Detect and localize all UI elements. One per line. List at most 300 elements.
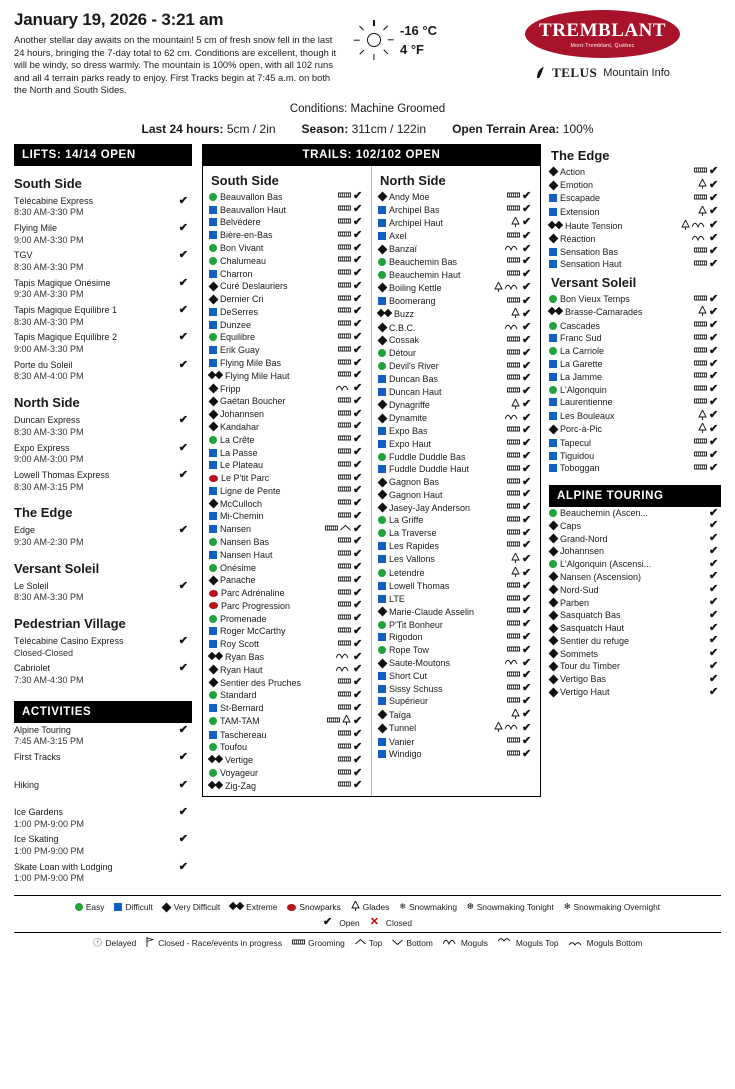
- blue-square-icon: [209, 512, 217, 520]
- table-row[interactable]: [378, 372, 534, 385]
- legend-label: Very Difficult: [173, 902, 221, 912]
- open-check-icon: ✔: [178, 524, 188, 537]
- trail-condition-icons: [338, 768, 353, 779]
- lift-row[interactable]: [14, 413, 192, 440]
- table-row[interactable]: [549, 673, 721, 686]
- trail-name: L'Algonquin: [560, 384, 607, 395]
- green-circle-icon: [378, 453, 386, 461]
- table-row[interactable]: [378, 191, 534, 204]
- lift-name: TGV 8:30 AM-3:30 PM: [14, 250, 84, 272]
- table-row[interactable]: [209, 574, 365, 587]
- table-row[interactable]: [209, 702, 365, 715]
- table-row[interactable]: [378, 514, 534, 527]
- lift-row[interactable]: [14, 276, 192, 303]
- trail-condition-icons: [694, 437, 709, 448]
- table-row[interactable]: [378, 501, 534, 514]
- table-row[interactable]: [549, 423, 721, 437]
- table-row[interactable]: [209, 663, 365, 676]
- table-row[interactable]: [549, 647, 721, 660]
- table-row[interactable]: [378, 618, 534, 631]
- trail-name: Porc-à-Pic: [560, 424, 603, 435]
- green-circle-icon: [378, 529, 386, 537]
- table-row[interactable]: [378, 657, 534, 670]
- table-row[interactable]: [209, 293, 365, 306]
- legend-item: [351, 901, 390, 913]
- blue-square-icon: [378, 375, 386, 383]
- grooming-icon: [338, 396, 351, 407]
- trail-name: Parben: [560, 597, 590, 608]
- table-row[interactable]: [209, 523, 365, 536]
- open-check-icon: ✔: [709, 165, 719, 178]
- table-row[interactable]: [209, 421, 365, 434]
- activity-row[interactable]: [14, 723, 192, 750]
- table-row[interactable]: [549, 571, 721, 584]
- trail-name: La Passe: [220, 447, 258, 458]
- table-row[interactable]: [378, 476, 534, 489]
- table-row[interactable]: [378, 463, 534, 476]
- green-circle-icon: [378, 362, 386, 370]
- table-row[interactable]: [378, 281, 534, 295]
- trail-name: Curé Deslauriers: [220, 281, 288, 292]
- trail-condition-icons: [338, 677, 353, 688]
- table-row[interactable]: [378, 437, 534, 450]
- trail-status: [709, 193, 721, 204]
- table-row[interactable]: [209, 344, 365, 357]
- table-row[interactable]: [378, 735, 534, 748]
- table-row[interactable]: [549, 205, 721, 219]
- table-row[interactable]: [549, 686, 721, 699]
- table-row[interactable]: [209, 446, 365, 459]
- trail-name: Gagnon Bas: [389, 477, 440, 488]
- trail-name: St-Bernard: [220, 703, 264, 714]
- table-row[interactable]: [209, 216, 365, 229]
- grooming-icon: [694, 346, 707, 357]
- double-black-diamond-icon: [378, 310, 391, 318]
- trail-condition-icons: [507, 256, 522, 267]
- trail-name: Fripp: [220, 383, 241, 394]
- trail-status: [709, 233, 721, 244]
- lift-group-title: Pedestrian Village: [14, 616, 126, 631]
- table-row[interactable]: [549, 462, 721, 475]
- trail-status: [522, 348, 534, 359]
- blue-square-icon: [378, 427, 386, 435]
- trail-status: [522, 282, 534, 293]
- open-check-icon: ✔: [522, 203, 532, 216]
- trail-name: Dynamite: [389, 413, 428, 424]
- side-groups: [549, 148, 721, 475]
- trail-condition-icons: [507, 489, 522, 500]
- table-row[interactable]: [549, 660, 721, 673]
- open-check-icon: ✔: [353, 458, 363, 471]
- lift-row[interactable]: [14, 661, 192, 688]
- activity-hours: 1:00 PM-9:00 PM: [14, 818, 85, 829]
- table-row[interactable]: [549, 436, 721, 449]
- activity-row[interactable]: [14, 860, 192, 887]
- table-row[interactable]: [549, 358, 721, 371]
- table-row[interactable]: [209, 203, 365, 216]
- trails-column: [202, 144, 721, 888]
- blue-square-icon: [378, 542, 386, 550]
- lift-name: Expo Express 9:00 AM-3:00 PM: [14, 442, 84, 465]
- open-check-icon: ✔: [353, 688, 363, 701]
- snowmaking-overnight-icon: ✻: [563, 902, 571, 911]
- trail-condition-icons: [694, 346, 709, 357]
- table-row[interactable]: [209, 510, 365, 523]
- table-row[interactable]: [378, 695, 534, 708]
- table-row[interactable]: [378, 203, 534, 216]
- table-row[interactable]: [209, 728, 365, 741]
- table-row[interactable]: [209, 651, 365, 664]
- table-row[interactable]: [378, 334, 534, 347]
- trail-condition-icons: [507, 438, 522, 449]
- blue-square-icon: [549, 208, 557, 216]
- table-row[interactable]: [378, 540, 534, 553]
- grooming-icon: [338, 562, 351, 573]
- table-row[interactable]: [549, 532, 721, 545]
- grooming-icon: [338, 780, 351, 791]
- table-row[interactable]: [378, 527, 534, 540]
- open-check-icon: ✔: [522, 216, 532, 229]
- table-row[interactable]: [378, 552, 534, 566]
- trail-name: Brasse-Camarades: [565, 307, 643, 318]
- table-row[interactable]: [209, 395, 365, 408]
- table-row[interactable]: [209, 767, 365, 780]
- trail-condition-icons: [338, 217, 353, 228]
- legend-label: Bottom: [406, 938, 433, 948]
- table-row[interactable]: [378, 321, 534, 334]
- table-row[interactable]: [549, 166, 721, 179]
- activity-row[interactable]: [14, 750, 192, 777]
- table-row[interactable]: [209, 612, 365, 625]
- table-row[interactable]: [378, 722, 534, 736]
- table-row[interactable]: [209, 638, 365, 651]
- table-row[interactable]: [209, 779, 365, 792]
- green-circle-icon: [209, 333, 217, 341]
- table-row[interactable]: [549, 232, 721, 245]
- table-row[interactable]: [378, 385, 534, 398]
- double-black-diamond-icon: [209, 782, 222, 790]
- trail-status: [709, 533, 721, 544]
- trail-name: La Traverse: [389, 528, 437, 539]
- trail-condition-icons: [338, 473, 353, 484]
- table-row[interactable]: [209, 242, 365, 255]
- trail-status: [353, 742, 365, 753]
- open-check-icon: ✔: [709, 344, 719, 357]
- table-row[interactable]: [549, 558, 721, 571]
- table-row[interactable]: [549, 396, 721, 409]
- table-row[interactable]: [549, 507, 721, 520]
- table-row[interactable]: [209, 408, 365, 421]
- trail-condition-icons: [338, 742, 353, 753]
- table-row[interactable]: [209, 369, 365, 382]
- trail-condition-icons: [507, 425, 522, 436]
- stats-row: [14, 122, 721, 136]
- open-check-icon: ✔: [709, 383, 719, 396]
- trail-status: [522, 709, 534, 720]
- green-circle-icon: [549, 347, 557, 355]
- table-row[interactable]: [378, 748, 534, 761]
- table-row[interactable]: [209, 254, 365, 267]
- table-row[interactable]: [378, 347, 534, 360]
- lift-row[interactable]: [14, 303, 192, 330]
- trail-status: [353, 768, 365, 779]
- glades-icon: [698, 423, 707, 435]
- grooming-icon: [694, 246, 707, 257]
- table-row[interactable]: [378, 580, 534, 593]
- trail-condition-icons: [338, 447, 353, 458]
- trail-status: [522, 696, 534, 707]
- open-check-icon: ✔: [522, 579, 532, 592]
- table-row[interactable]: [209, 497, 365, 510]
- table-row[interactable]: [209, 382, 365, 395]
- trail-column-title: North Side: [380, 172, 446, 188]
- trail-name: Le Plateau: [220, 460, 264, 471]
- table-row[interactable]: [209, 689, 365, 702]
- table-row[interactable]: [549, 219, 721, 233]
- table-row[interactable]: [549, 583, 721, 596]
- table-row[interactable]: [549, 609, 721, 622]
- table-row[interactable]: [378, 308, 534, 322]
- lift-row[interactable]: [14, 221, 192, 248]
- green-circle-icon: [549, 509, 557, 517]
- trail-name: Nansen (Ascension): [560, 571, 642, 582]
- open-check-icon: ✔: [709, 570, 719, 583]
- table-row[interactable]: [378, 295, 534, 308]
- trail-condition-icons: [338, 780, 353, 791]
- table-row[interactable]: [378, 398, 534, 412]
- alpine-touring-block: [549, 485, 721, 699]
- trail-name: Vertigo Haut: [560, 687, 610, 698]
- blue-square-icon: [209, 231, 217, 239]
- trail-name: Les Vallons: [389, 554, 435, 565]
- table-row[interactable]: [378, 593, 534, 606]
- legend-label: Snowmaking Tonight: [476, 902, 554, 912]
- trail-name: Voyageur: [220, 768, 259, 779]
- blue-square-icon: [378, 633, 386, 641]
- lift-row[interactable]: [14, 634, 192, 661]
- flag-icon: [146, 937, 155, 949]
- open-check-icon: ✔: [353, 522, 363, 535]
- trail-condition-icons: [511, 217, 522, 229]
- trail-condition-icons: [511, 308, 522, 320]
- table-row[interactable]: [209, 267, 365, 280]
- table-row[interactable]: [549, 370, 721, 383]
- table-row[interactable]: [549, 383, 721, 396]
- table-row[interactable]: [209, 484, 365, 497]
- trail-status: [522, 244, 534, 255]
- trail-status: [353, 639, 365, 650]
- open-check-icon: ✔: [709, 219, 719, 232]
- green-circle-icon: [209, 615, 217, 623]
- table-row[interactable]: [209, 280, 365, 293]
- trail-name: Taschereau: [220, 729, 267, 740]
- table-row[interactable]: [209, 331, 365, 344]
- table-row[interactable]: [209, 191, 365, 204]
- open-check-icon: ✔: [353, 663, 363, 676]
- table-row[interactable]: [209, 625, 365, 638]
- temp-celsius: -16 °C: [400, 22, 437, 38]
- table-row[interactable]: [209, 459, 365, 472]
- table-row[interactable]: [378, 425, 534, 438]
- open-check-icon: ✔: [353, 637, 363, 650]
- grooming-icon: [507, 438, 520, 449]
- table-row[interactable]: [209, 587, 365, 600]
- open-check-icon: ✔: [522, 501, 532, 514]
- table-row[interactable]: [209, 676, 365, 689]
- open-check-icon: ✔: [709, 178, 719, 191]
- trail-name: Ryan Bas: [225, 652, 265, 663]
- table-row[interactable]: [378, 488, 534, 501]
- grooming-icon: [338, 191, 351, 202]
- table-row[interactable]: [549, 622, 721, 635]
- table-row[interactable]: [378, 255, 534, 268]
- table-row[interactable]: [378, 243, 534, 256]
- table-row[interactable]: [549, 449, 721, 462]
- table-row[interactable]: [209, 357, 365, 370]
- trail-name: DeSerres: [220, 306, 259, 317]
- table-row[interactable]: [209, 600, 365, 613]
- table-row[interactable]: [378, 268, 534, 281]
- table-row[interactable]: [209, 561, 365, 574]
- trail-condition-icons: [507, 528, 522, 539]
- blue-square-icon: [549, 452, 557, 460]
- table-row[interactable]: [209, 754, 365, 767]
- table-row[interactable]: [549, 545, 721, 558]
- lift-row[interactable]: [14, 441, 192, 468]
- grooming-icon: [507, 477, 520, 488]
- open-check-icon: ✔: [709, 685, 719, 698]
- trail-name: Bon Vivant: [220, 243, 264, 254]
- table-row[interactable]: [378, 230, 534, 243]
- table-row[interactable]: [378, 631, 534, 644]
- table-row[interactable]: [378, 566, 534, 580]
- lifts-column: [14, 144, 192, 888]
- trail-name: Jasey-Jay Anderson: [389, 502, 471, 513]
- trail-status: [353, 677, 365, 688]
- table-row[interactable]: [209, 536, 365, 549]
- green-circle-icon: [209, 564, 217, 572]
- lift-row[interactable]: [14, 194, 192, 221]
- table-row[interactable]: [378, 708, 534, 722]
- trail-name: La Carriole: [560, 346, 605, 357]
- lift-hours: 8:30 AM-3:30 PM: [14, 316, 84, 327]
- table-row[interactable]: [378, 412, 534, 425]
- blue-square-icon: [378, 555, 386, 563]
- table-row[interactable]: [549, 293, 721, 306]
- legend-item: [392, 938, 433, 948]
- table-row[interactable]: [378, 360, 534, 373]
- open-check-icon: ✔: [709, 672, 719, 685]
- green-circle-icon: [209, 691, 217, 699]
- table-row[interactable]: [378, 669, 534, 682]
- trail-name: Tunnel: [389, 723, 417, 734]
- trail-condition-icons: [511, 709, 522, 721]
- lift-hours: 9:00 AM-3:30 PM: [14, 234, 84, 245]
- table-row[interactable]: [378, 450, 534, 463]
- table-row[interactable]: [209, 306, 365, 319]
- lift-row[interactable]: [14, 523, 192, 550]
- table-row[interactable]: [549, 345, 721, 358]
- lift-row[interactable]: [14, 330, 192, 357]
- lift-row[interactable]: [14, 248, 192, 275]
- table-row[interactable]: [209, 548, 365, 561]
- activity-row[interactable]: [14, 832, 192, 859]
- glades-icon: [511, 217, 520, 229]
- glades-icon: [698, 410, 707, 422]
- lift-name: Cabriolet 7:30 AM-4:30 PM: [14, 663, 84, 686]
- weather-block: [354, 10, 474, 60]
- open-check-icon: ✔: [322, 916, 333, 928]
- table-row[interactable]: [209, 472, 365, 485]
- table-row[interactable]: [549, 319, 721, 332]
- trail-name: TAM-TAM: [220, 716, 260, 727]
- open-check-icon: ✔: [353, 728, 363, 741]
- open-check-icon: ✔: [353, 535, 363, 548]
- lift-row[interactable]: [14, 358, 192, 385]
- trail-name: Beauvallon Haut: [220, 204, 287, 215]
- table-row[interactable]: [378, 216, 534, 230]
- activity-row[interactable]: [14, 778, 192, 805]
- table-row[interactable]: [549, 596, 721, 609]
- trail-condition-icons: [694, 397, 709, 408]
- trail-condition-icons: [694, 371, 709, 382]
- activity-name: Alpine Touring 7:45 AM-3:15 PM: [14, 724, 84, 747]
- table-row[interactable]: [209, 433, 365, 446]
- table-row[interactable]: [549, 245, 721, 258]
- blue-square-icon: [209, 487, 217, 495]
- table-row[interactable]: [549, 332, 721, 345]
- report-text: Another stellar day awaits on the mountain! 5 cm of fresh snow fell in the last 24 hours, bringing the 7-day total to 62 cm. Conditions are excellent, though it will be windy, so dress warmly. The mountain is 100% open, with all 102 runs and all 4 terrain parks ready to enjoy. First Tracks begin at 7:45 a.m. on both the North and South Sides.: [14, 34, 337, 95]
- trail-name: Promenade: [220, 613, 267, 624]
- trail-condition-icons: [338, 204, 353, 215]
- table-row[interactable]: [378, 682, 534, 695]
- table-row[interactable]: [549, 409, 721, 423]
- table-row[interactable]: [549, 178, 721, 192]
- table-row[interactable]: [209, 229, 365, 242]
- open-check-icon: ✔: [522, 694, 532, 707]
- table-row[interactable]: [549, 519, 721, 532]
- trail-condition-icons: [694, 333, 709, 344]
- table-row[interactable]: [209, 318, 365, 331]
- open-check-icon: ✔: [709, 647, 719, 660]
- table-row[interactable]: [549, 192, 721, 205]
- grooming-icon: [338, 230, 351, 241]
- trail-name: Nansen Bas: [220, 536, 270, 547]
- table-row[interactable]: [209, 715, 365, 729]
- open-check-icon: ✔: [522, 294, 532, 307]
- open-check-icon: ✔: [178, 778, 188, 791]
- open-check-icon: ✔: [353, 241, 363, 254]
- glades-icon: [681, 220, 690, 232]
- table-row[interactable]: [549, 306, 721, 320]
- blue-square-icon: [378, 388, 386, 396]
- trail-condition-icons: [694, 246, 709, 257]
- lift-row[interactable]: [14, 468, 192, 495]
- main-columns: [14, 144, 721, 888]
- moguls-icon: [443, 938, 458, 948]
- table-row[interactable]: [549, 258, 721, 271]
- table-row[interactable]: [378, 606, 534, 619]
- table-row[interactable]: [549, 635, 721, 648]
- table-row[interactable]: [378, 644, 534, 657]
- trail-status: [522, 749, 534, 760]
- trail-condition-icons: [507, 515, 522, 526]
- trail-name: Nansen: [220, 524, 252, 535]
- lift-row[interactable]: [14, 579, 192, 606]
- activity-row[interactable]: [14, 805, 192, 832]
- table-row[interactable]: [209, 741, 365, 754]
- lift-hours: 8:30 AM-4:00 PM: [14, 371, 84, 382]
